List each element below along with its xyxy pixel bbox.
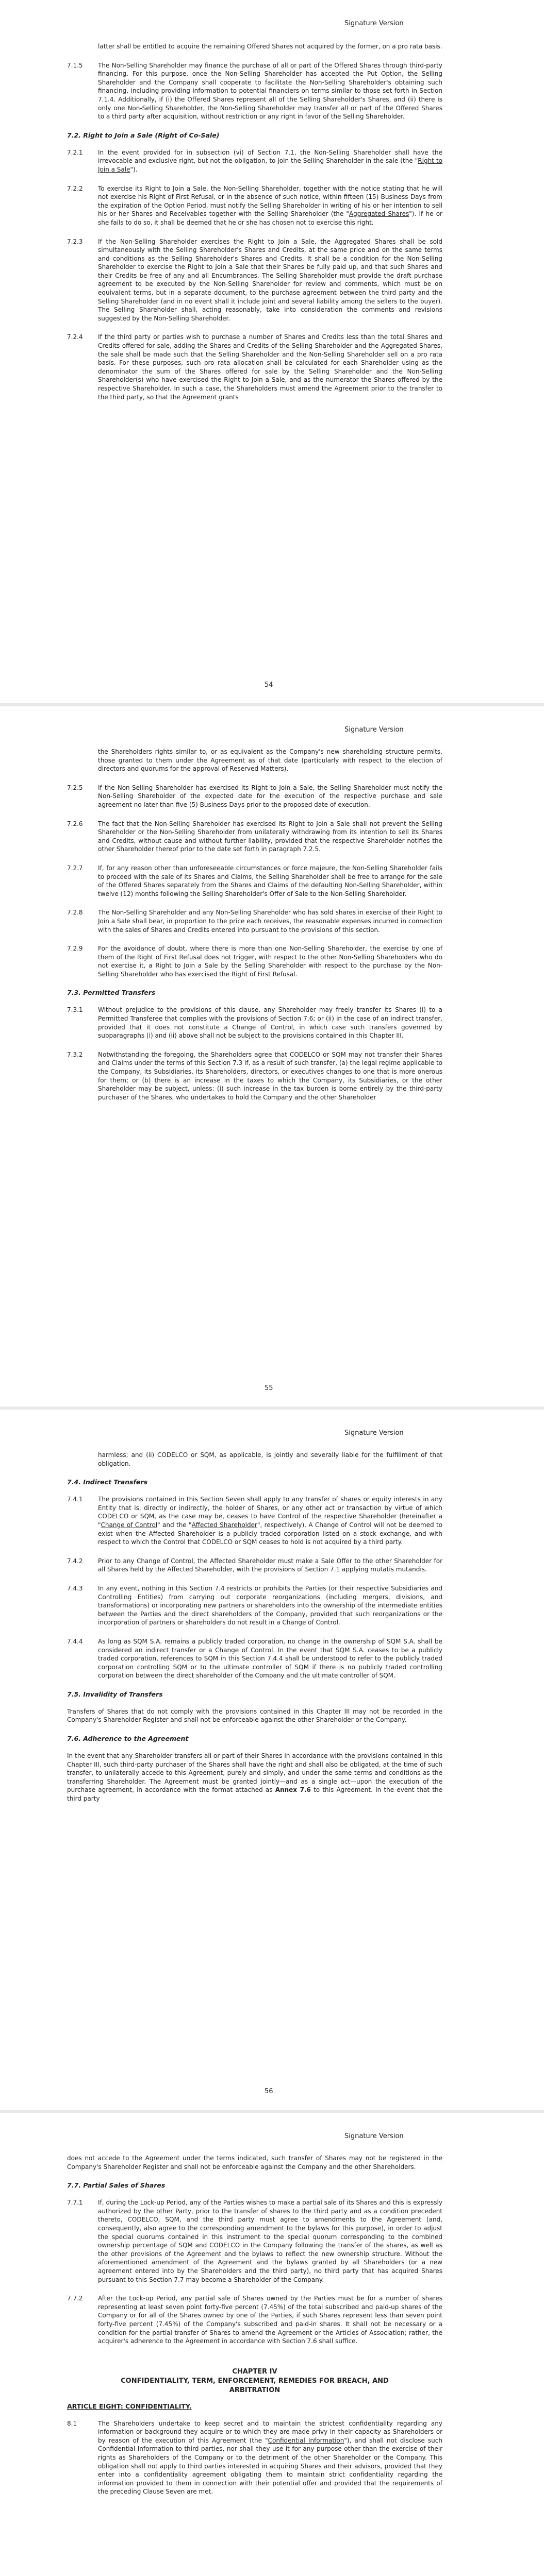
page-header: Signature Version: [344, 726, 404, 734]
clause-7-3-1: [0, 1006, 544, 1040]
page-number: 56: [265, 2088, 273, 2095]
clause-text: After the Lock-up Period, any partial sale of Shares owned by the Parties must be for a number of shares representing at least seven point forty-five percent (7.45%) of the total subscribed and paid-up shares of the Company or for all of the Shares owned by one of the Parties, if such Shares represent less than seven point forty-five percent (7.45%) of the Company's subscribed and paid-in shares. It shall not be necessary or a condition for the partial transfer of Shares to amend the Agreement or the Articles of Association; rather, the acquirer's adherence to the Agreement in accordance with Section 7.6 shall suffice.: [98, 2295, 442, 2345]
clause-text-part: "). If he or she fails to do so, it shall be deemed that he or she has chosen not to exercise this right.: [98, 210, 442, 226]
defined-term: Change of Control: [101, 1521, 158, 1529]
clause-number: 7.2.5: [67, 784, 83, 791]
page-55: [0, 706, 544, 1406]
clause-number: 7.4.4: [67, 1637, 83, 1645]
clause-text: Without prejudice to the provisions of this clause, any Shareholder may freely transfer its Shares (i) to a Permitted Transferee that complies with the provisions of Section 7.6; or (ii) in the case of an indirect transfer, provided that it does not constitute a Change of Control, in which case such transfers governed by subparagraphs (i) and (ii) above shall not be subject to the provisions contained in this Chapter III.: [98, 1006, 442, 1040]
clause-7-2-3: [0, 238, 544, 323]
page-56: [0, 1410, 544, 2110]
clause-8-1: [0, 2419, 544, 2496]
clause-text-part: "), and shall not disclose such Confidential Information to third parties, nor shall they use it for any purpose other than the exercise of their rights as Shareholders of the Company or to the detriment of the other Shareholder or the Company. This obligation shall not apply to third parties interested in acquiring Shares and their advisors, provided that they enter into a confidentiality agreement obligating them to maintain strict confidentiality regarding the information provided to them in connection with their potential offer and provided that the requirements of the preceding Clause Seven are met.: [98, 2436, 442, 2496]
continuation-text: harmless; and (ii) CODELCO or SQM, as applicable, is jointly and severally liable for the fulfillment of that obligation.: [98, 1451, 442, 1467]
page-number: 54: [265, 681, 273, 689]
clause-number: 7.3.2: [67, 1050, 83, 1058]
clause-text-part: ").: [130, 165, 138, 173]
clause-number: 7.1.5: [67, 61, 83, 69]
chapter-title-line-1: CONFIDENTIALITY, TERM, ENFORCEMENT, REMEDIES FOR BREACH, AND: [121, 2377, 389, 2385]
clause-7-2-8: [0, 908, 544, 934]
clause-text: If, during the Lock-up Period, any of the Parties wishes to make a partial sale of its Shares and this is expressly authorized by the other Party, prior to the transfer of shares to the third party and as a condition precedent thereto, CODELCO, SQM, and the third party must agree to amendments to the Agreement (and, consequently, also agree to the corresponding amendment to the bylaws for this purpose), in order to adjust the special quorums contained in this instrument to the special quorum corresponding to the combined ownership percentage of SQM and CODELCO in the Company following the transfer of the shares, as well as the other provisions of the Agreement and the bylaws to reflect the new ownership structure. Without the aforementioned amendment of the Agreement and the bylaws granted by all Shareholders (or a new agreement entered into by the Shareholders and the third party), no third party that has acquired Shares pursuant to this Section 7.7 may become a Shareholder of the Company.: [98, 2199, 442, 2283]
clause-text: If the Non-Selling Shareholder exercises the Right to Join a Sale, the Aggregated Shares shall be sold simultaneously with the Selling Shareholder's Shares and Credits, at the same price and on the same terms and conditions as the Selling Shareholder's Shares and Credits. It shall be a condition for the Non-Selling Shareholder to exercise the Right to Join a Sale that their Shares be fully paid up, and that such Shares and their Credits be free of any and all Encumbrances. The Selling Shareholder must provide the draft purchase agreement to be executed by the Non-Selling Shareholder for review and comments, which must be on equivalent terms, but in a separate document, to the purchase agreement between the third party and the Selling Shareholder (and in no event shall it include joint and several liability among the sellers to the buyer). The Selling Shareholder shall, acting reasonably, take into consideration the comments and revisions suggested by the Non-Selling Shareholder.: [98, 238, 442, 322]
section-heading-7-5: 7.5. Invalidity of Transfers: [67, 1690, 163, 1698]
paragraph-text-part: to this Agreement. In the event that the third party: [67, 1786, 443, 1803]
clause-text: [98, 1495, 442, 1547]
page-57: [0, 2113, 544, 2576]
clause-number: 7.4.1: [67, 1496, 83, 1503]
clause-text: Notwithstanding the foregoing, the Shareholders agree that CODELCO or SQM may not transfer their Shares and Claims under the terms of this Section 7.3 if, as a result of such transfer, (a) the legal regime applicable to the Company, its Subsidiaries, its Shareholders, directors, or executives changes to one that is more onerous for them; or (b) there is an increase in the taxes to which the Company, its Subsidiaries, or the other Shareholder may be subject, unless: (i) such increase in the tax burden is borne entirely by the third-party purchaser of the Shares, who undertakes to hold the Company and the other Shareholder: [98, 1050, 442, 1101]
clause-7-7-2: [0, 2294, 544, 2346]
page-content: [0, 1451, 544, 1814]
article-heading: ARTICLE EIGHT: CONFIDENTIALITY.: [67, 2402, 192, 2410]
clause-7-2-2: [0, 184, 544, 227]
page-content: [0, 42, 544, 412]
clause-number: 7.2.3: [67, 238, 83, 245]
clause-text: In any event, nothing in this Section 7.4 restricts or prohibits the Parties (or their respective Subsidiaries and Controlling Entities) from carrying out corporate reorganizations (including mergers, divisions, and transformations) or incorporating new partners or shareholders into the ownership of the intermediate entities between the Parties and the direct shareholders of the Company, provided that such reorganizations or the incorporation of partners or shareholders do not result in a Change of Control.: [98, 1584, 442, 1626]
paragraph-text-part: In the event that any Shareholder transfers all or part of their Shares in accordance with the provisions contained in this Chapter III, such third-party purchaser of the Shares shall have the right and shall also be obligated, at the time of such transfer, to unilaterally accede to this Agreement, purely and simply, and under the same terms and conditions as the transferring Shareholder. The Agreement must be granted jointly—and as a single act—upon the execution of the purchase agreement, in accordance with the format attached as: [67, 1752, 442, 1794]
clause-text-part: The provisions contained in this Section Seven shall apply to any transfer of shares or equity interests in any Entity that is, directly or indirectly, the holder of Shares, or any other act or transaction by virtue of which CODELCO or SQM, as the case may be, ceases to have Control of the respective Shareholder (hereinafter a ": [98, 1496, 442, 1529]
page-content: [0, 748, 544, 1112]
clause-7-3-2: [0, 1050, 544, 1102]
clause-text: Prior to any Change of Control, the Affected Shareholder must make a Sale Offer to the other Shareholder for all Shares held by the Affected Shareholder, with the provisions of Section 7.1 applying mutatis mutandis.: [98, 1557, 442, 1573]
clause-text: If the third party or parties wish to purchase a number of Shares and Credits less than the total Shares and Credits offered for sale, adding the Shares and Credits of the Selling Shareholder and the Aggregated Shares, the sale shall be made such that the Selling Shareholder and the Non-Selling Shareholder sell on a pro rata basis. For these purposes, such pro rata allocation shall be calculated for each Shareholder using as the denominator the sum of the Shares offered for sale by the Selling Shareholder and the Non-Selling Shareholder(s) who have exercised the Right to Join a Sale, and as the numerator the Shares offered by the respective Shareholder. In such a case, the Shareholders must amend the Agreement prior to the transfer to the third party, so that the Agreement grants: [98, 333, 442, 401]
section-heading-7-4: 7.4. Indirect Transfers: [67, 1478, 148, 1486]
section-heading-7-2: 7.2. Right to Join a Sale (Right of Co-Sale): [67, 131, 220, 139]
clause-7-2-4: [0, 333, 544, 401]
chapter-title-line-2: ARBITRATION: [229, 2386, 281, 2394]
clause-text-part: In the event provided for in subsection (vi) of Section 7.1, the Non-Selling Shareholder shall have the irrevocable and exclusive right, but not the obligation, to join the Selling Shareholder in the sale (the ": [98, 148, 442, 165]
clause-number: 7.2.7: [67, 864, 83, 872]
clause-7-2-7: [0, 864, 544, 898]
clause-text: If, for any reason other than unforeseeable circumstances or force majeure, the Non-Selling Shareholder fails to proceed with the sale of its Shares and Claims, the Selling Shareholder shall be free to arrange for the sale of the Offered Shares separately from the Shares and Claims of the defaulting Non-Selling Shareholder, within twelve (12) months following the Selling Shareholder's Offer of Sale to the Non-Selling Shareholder.: [98, 864, 442, 897]
page-header: Signature Version: [344, 2132, 404, 2140]
clause-number: 7.7.2: [67, 2295, 83, 2302]
annex-reference: Annex 7.6: [275, 1786, 311, 1794]
page-content: [0, 2154, 544, 2506]
clause-number: 7.7.1: [67, 2199, 83, 2207]
defined-term: Affected Shareholder: [191, 1521, 257, 1529]
clause-text: The Non-Selling Shareholder may finance the purchase of all or part of the Offered Shares through third-party financing. For this purpose, once the Non-Selling Shareholder has accepted the Put Option, the Selling Shareholder and the Company shall cooperate to facilitate the Non-Selling Shareholder's obtaining such financing, including providing information to potential financiers on terms similar to those set forth in Section 7.1.4. Additionally, if (i) the Offered Shares represent all of the Selling Shareholder's Shares, and (ii) there is only one Non-Selling Shareholder, the Non-Selling Shareholder may transfer all or part of the Offered Shares to a third party after acquisition, without restriction or any right in favor of the Selling Shareholder.: [98, 61, 442, 121]
clause-text: [98, 148, 442, 174]
defined-term: Right to Join a Sale: [98, 157, 442, 173]
clause-number: 7.2.9: [67, 945, 83, 953]
chapter-heading: CHAPTER IV: [232, 2367, 277, 2376]
section-heading-7-7: 7.7. Partial Sales of Shares: [67, 2181, 166, 2190]
clause-number: 7.2.8: [67, 909, 83, 917]
clause-number: 8.1: [67, 2419, 77, 2427]
section-heading-7-3: 7.3. Permitted Transfers: [67, 989, 156, 997]
clause-7-2-5: [0, 784, 544, 809]
clause-number: 7.2.1: [67, 148, 83, 156]
clause-text-part: " and the ": [157, 1521, 192, 1529]
page-header: Signature Version: [344, 1429, 404, 1437]
clause-7-2-9: [0, 944, 544, 978]
clause-7-2-6: [0, 820, 544, 854]
clause-text: As long as SQM S.A. remains a publicly traded corporation, no change in the ownership of SQM S.A. shall be considered an indirect transfer or a Change of Control. In the event that SQM S.A. ceases to be a publicly traded corporation, references to SQM in this Section 7.4.4 shall be understood to refer to the publicly traded corporation controlling SQM or to the ultimate controller of SQM if there is no publicly traded controlling corporation between the direct shareholder of the Company and the ultimate controller of SQM.: [98, 1637, 442, 1680]
clause-text: For the avoidance of doubt, where there is more than one Non-Selling Shareholder, the exercise by one of them of the Right of First Refusal does not trigger, with respect to the other Non-Selling Shareholders who do not exercise it, a Right to Join a Sale by the Selling Shareholder with respect to the purchase by the Non-Selling Shareholder who has exercised the Right of First Refusal.: [98, 945, 442, 978]
continuation-text: latter shall be entitled to acquire the remaining Offered Shares not acquired by the former, on a pro rata basis.: [98, 43, 442, 50]
paragraph-7-6: [67, 1752, 442, 1803]
clause-7-1-5: [0, 61, 544, 121]
clause-number: 7.3.1: [67, 1006, 83, 1014]
clause-7-2-1: [0, 148, 544, 174]
clause-number: 7.4.2: [67, 1557, 83, 1565]
page-header: Signature Version: [344, 20, 404, 27]
clause-number: 7.2.4: [67, 333, 83, 341]
clause-text-part: The Shareholders undertake to keep secret and to maintain the strictest confidentiality regarding any information or background they acquire or to which they are made privy in their capacity as Shareholders or by reason of the execution of this Agreement (the ": [98, 2419, 442, 2444]
clause-7-4-1: [0, 1495, 544, 1547]
clause-7-4-3: [0, 1584, 544, 1627]
clause-number: 7.4.3: [67, 1584, 83, 1592]
page-54: [0, 0, 544, 703]
clause-text: [98, 184, 442, 227]
clause-7-4-2: [0, 1557, 544, 1574]
continuation-text: does not accede to the Agreement under the terms indicated, such transfer of Shares may not be registered in the Company's Shareholder Register and shall not be enforceable against the Company and the other Shareholders.: [67, 2155, 442, 2171]
defined-term: Confidential Information: [268, 2436, 344, 2444]
clause-text-part: ", respectively). A Change of Control will not be deemed to exist when the Affected Shareholder is a publicly traded corporation listed on a stock exchange, and with respect to which the Control that CODELCO or SQM ceases to hold is not acquired by a third party.: [98, 1521, 442, 1546]
clause-text-part: To exercise its Right to Join a Sale, the Non-Selling Shareholder, together with the notice stating that he will not exercise his Right of First Refusal, or in the absence of such notice, within fifteen (15) Business Days from the expiration of the Option Period, must notify the Selling Shareholder in writing of his or her intention to sell his or her Shares and Receivables together with the Selling Shareholder (the ": [98, 184, 442, 218]
page-number: 55: [265, 1384, 273, 1392]
clause-number: 7.2.2: [67, 184, 83, 192]
clause-7-4-4: [0, 1637, 544, 1680]
clause-text: If the Non-Selling Shareholder has exercised its Right to Join a Sale, the Selling Shareholder must notify the Non-Selling Shareholder of the expected date for the execution of the respective purchase and sale agreement no later than five (5) Business Days prior to the proposed date of execution.: [98, 784, 442, 808]
section-heading-7-6: 7.6. Adherence to the Agreement: [67, 1735, 189, 1743]
clause-text: [98, 2419, 442, 2496]
clause-number: 7.2.6: [67, 820, 83, 827]
clause-7-7-1: [0, 2198, 544, 2284]
defined-term: Aggregated Shares: [349, 210, 409, 218]
clause-text: The Non-Selling Shareholder and any Non-Selling Shareholder who has sold shares in exercise of their Right to Join a Sale shall bear, in proportion to the price each receives, the reasonable expenses incurred in connection with the sales of Shares and Credits entered into pursuant to the provisions of this section.: [98, 909, 442, 934]
paragraph-7-5: Transfers of Shares that do not comply with the provisions contained in this Chapter III may not be recorded in the Company's Shareholder Register and shall not be enforceable against the other Shareholder or the Company.: [67, 1707, 442, 1724]
clause-text: The fact that the Non-Selling Shareholder has exercised its Right to Join a Sale shall not prevent the Selling Shareholder or the Non-Selling Shareholder from unilaterally withdrawing from its intention to sell its Shares and Credits, without cause and without further liability, provided that the respective Shareholder notifies the other Shareholder thereof prior to the date set forth in paragraph 7.2.5.: [98, 820, 442, 853]
continuation-text: the Shareholders rights similar to, or as equivalent as the Company's new shareholding structure permits, those granted to them under the Agreement as of that date (particularly with respect to the election of directors and quorums for the approval of Reserved Matters).: [98, 748, 442, 773]
